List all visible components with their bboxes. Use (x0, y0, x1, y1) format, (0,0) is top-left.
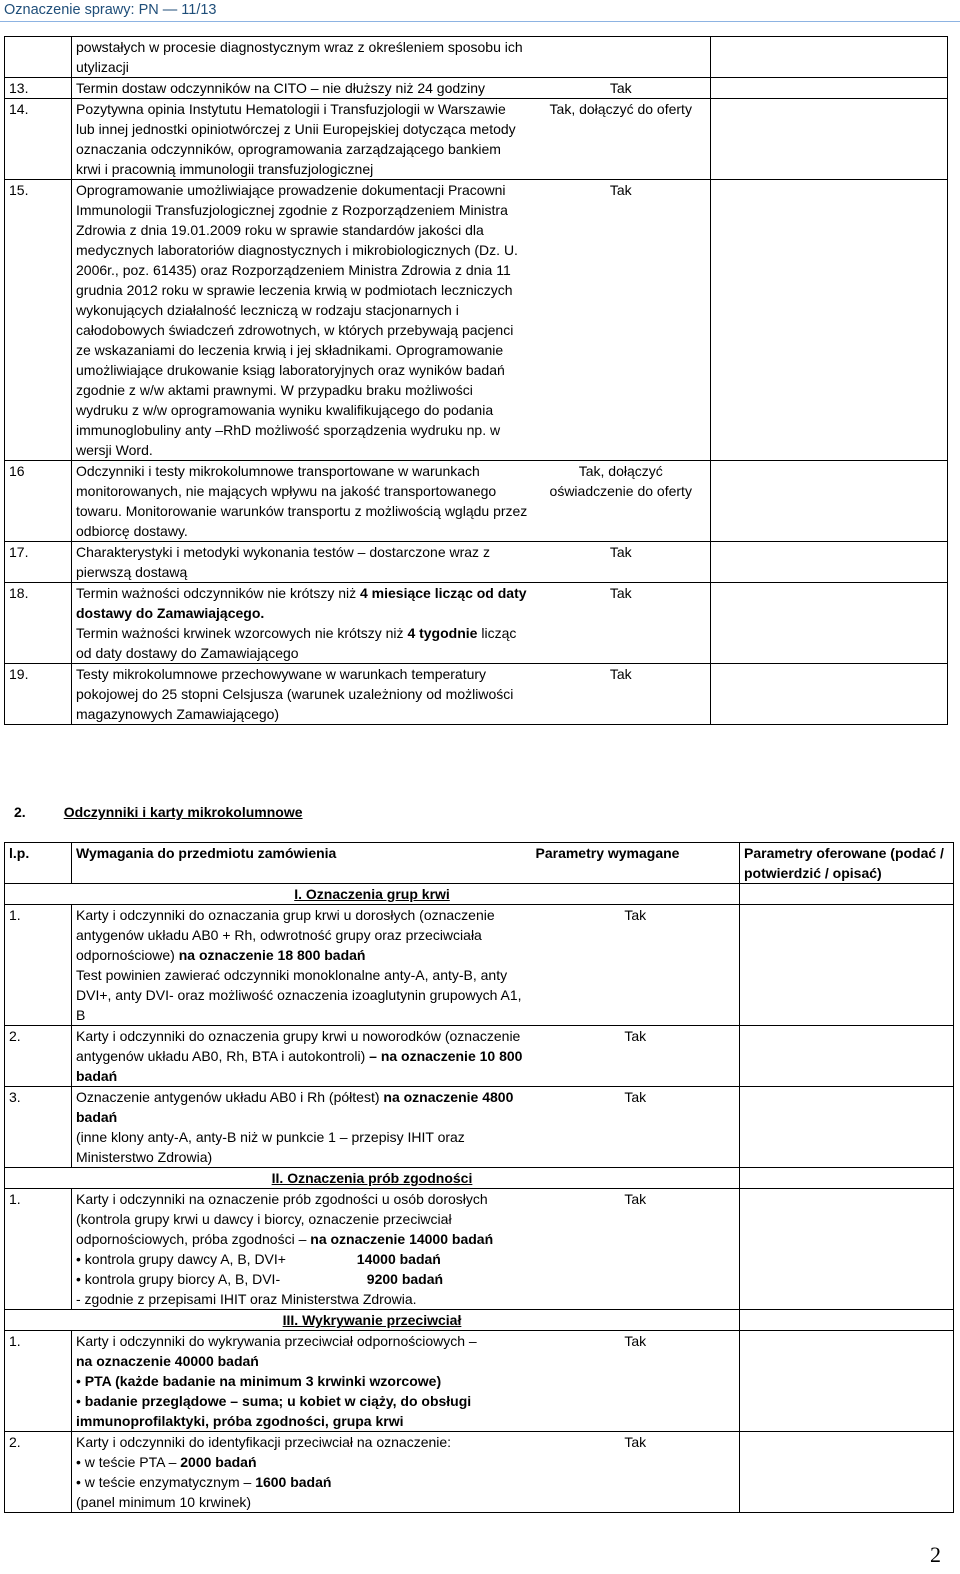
row-number: 14. (5, 99, 72, 180)
page-number: 2 (930, 1542, 941, 1567)
offered-param-cell (711, 542, 948, 583)
text-part: kontrola grupy biorcy A, B, DVI- (84, 1271, 281, 1287)
table-row (5, 37, 948, 78)
required-param: Tak (532, 1432, 740, 1513)
section-heading (14, 802, 303, 822)
list-item (76, 1391, 528, 1431)
table-row (5, 1026, 954, 1087)
table-header-row (5, 843, 954, 884)
text-bold: na oznaczenie 14000 badań (310, 1231, 494, 1247)
required-param: Tak (532, 905, 740, 1026)
table-row (5, 1432, 954, 1513)
row-number: 16 (5, 461, 72, 542)
table-row (5, 905, 954, 1026)
text-bold: 9200 badań (366, 1271, 444, 1287)
required-param: Tak (532, 583, 711, 664)
subheading-row (5, 1310, 954, 1331)
text-part: - zgodnie z przepisami IHIT oraz Ministerstwa Zdrowia. (76, 1291, 417, 1307)
requirement-text (72, 1189, 532, 1310)
table-row (5, 461, 948, 542)
list-item (76, 1269, 528, 1289)
table-row (5, 664, 948, 725)
subheading-text: III. Wykrywanie przeciwciał (282, 1312, 462, 1328)
text-part: kontrola grupy dawcy A, B, DVI+ (84, 1251, 286, 1267)
offered-param-cell (740, 1087, 954, 1168)
offered-param-cell (740, 1310, 954, 1331)
requirement-text (72, 1087, 532, 1168)
text-part: Termin ważności odczynników nie krótszy niż (76, 585, 360, 601)
subheading (5, 1310, 740, 1331)
row-number: 2. (5, 1432, 72, 1513)
required-param: Tak (532, 1189, 740, 1310)
row-number: 1. (5, 1331, 72, 1432)
bullet-list (76, 1249, 528, 1289)
offered-param-cell (711, 583, 948, 664)
requirements-table-1 (4, 36, 948, 725)
table-row (5, 78, 948, 99)
text-part: Oznaczenie antygenów układu AB0 i Rh (półtest) (76, 1089, 384, 1105)
text-bold: 2000 badań (180, 1454, 257, 1470)
subheading (5, 884, 740, 905)
row-number: 1. (5, 905, 72, 1026)
text-bold: 4 tygodnie (407, 625, 478, 641)
offered-param-cell (740, 1168, 954, 1189)
table-row (5, 1331, 954, 1432)
offered-param-cell (740, 1189, 954, 1310)
required-param (532, 37, 711, 78)
requirement-text: Testy mikrokolumnowe przechowywane w warunkach temperatury pokojowej do 25 stopni Celsjusza (warunek uzależniony od możliwości magazynowych Zamawiającego) (72, 664, 532, 725)
text-bold: PTA (każde badanie na minimum 3 krwinki wzorcowe) (84, 1373, 442, 1389)
text-bold: na oznaczenie 4800 badań (76, 1089, 514, 1125)
text-part: (panel minimum 10 krwinek) (76, 1494, 252, 1510)
offered-param-cell (740, 1026, 954, 1087)
text-bold: 4 miesiące licząc od daty dostawy do Zamawiającego. (76, 585, 527, 621)
text-part: w teście PTA – (84, 1454, 181, 1470)
row-number: 3. (5, 1087, 72, 1168)
table-row (5, 99, 948, 180)
required-param: Tak (532, 1331, 740, 1432)
row-number (5, 37, 72, 78)
requirement-text: Termin dostaw odczynników na CITO – nie dłuższy niż 24 godziny (72, 78, 532, 99)
text-bold: 14000 badań (356, 1251, 441, 1267)
offered-param-cell (740, 884, 954, 905)
row-number: 15. (5, 180, 72, 461)
list-item (76, 1371, 528, 1391)
row-number: 13. (5, 78, 72, 99)
subheading-row (5, 884, 954, 905)
requirement-text: Pozytywna opinia Instytutu Hematologii i Transfuzjologii w Warszawie lub innej jednostki opiniotwórczej z Unii Europejskiej dotycząca metody oznaczania odczynników, oprogramowania zarządzającego bankiem krwi i pracownią immunologii transfuzjologicznej (72, 99, 532, 180)
section-number: 2. (14, 804, 26, 820)
list-item (76, 1249, 528, 1269)
table-row (5, 542, 948, 583)
text-part: Test powinien zawierać odczynniki monoklonalne anty-A, anty-B, anty DVI+, anty DVI- oraz możliwość oznaczenia izoaglutynin grupowych A1, B (76, 967, 522, 1023)
case-number: Oznaczenie sprawy: PN — 11/13 (4, 2, 217, 18)
offered-param-cell (711, 37, 948, 78)
required-param: Tak (532, 542, 711, 583)
table-row (5, 180, 948, 461)
subheading (5, 1168, 740, 1189)
requirement-text: Oprogramowanie umożliwiające prowadzenie dokumentacji Pracowni Immunologii Transfuzjologicznej zgodnie z Rozporządzeniem Ministra Zdrowia z dnia 19.01.2009 roku w sprawie standardów jakości dla medycznych laboratoriów diagnostycznych i mikrobiologicznych (Dz. U. 2006r., poz. 61435) oraz Rozporządzeniem Ministra Zdrowia z dnia 11 grudnia 2012 roku w sprawie leczenia krwią w podmiotach leczniczych wykonujących działalność leczniczą w rodzaju stacjonarnych i całodobowych świadczeń zdrowotnych, w których przebywają pacjenci ze wskazaniami do leczenia krwią i jej składnikami. Oprogramowanie umożliwiające drukowanie ksiąg laboratoryjnych oraz wyników badań zgodnie z w/w aktami prawnymi. W przypadku braku możliwości wydruku z w/w oprogramowania wyniku kwalifikującego do podania immunoglobuliny anty –RhD możliwość sporządzenia wydruku np. w wersji Word. (72, 180, 532, 461)
table-row (5, 1087, 954, 1168)
required-param: Tak (532, 1026, 740, 1087)
text-bold: na oznaczenie 40000 badań (76, 1353, 259, 1369)
header-offered-params: Parametry oferowane (podać / potwierdzić / opisać) (740, 843, 954, 884)
table-row (5, 1189, 954, 1310)
required-param: Tak (532, 180, 711, 461)
requirement-text (72, 1331, 532, 1432)
subheading-text: II. Oznaczenia prób zgodności (271, 1170, 473, 1186)
table-row (5, 583, 948, 664)
text-bold: 1600 badań (255, 1474, 332, 1490)
requirement-text: Charakterystyki i metodyki wykonania testów – dostarczone wraz z pierwszą dostawą (72, 542, 532, 583)
text-part: Termin ważności krwinek wzorcowych nie krótszy niż (76, 625, 408, 641)
required-param: Tak, dołączyć oświadczenie do oferty (532, 461, 711, 542)
header-lp: l.p. (5, 843, 72, 884)
requirement-text: powstałych w procesie diagnostycznym wraz z określeniem sposobu ich utylizacji (72, 37, 532, 78)
text-bold: badanie przeglądowe – suma; u kobiet w ciąży, do obsługi immunoprofilaktyki, próba zgodności, grupa krwi (76, 1393, 472, 1429)
text-part: Karty i odczynniki na oznaczenie prób zgodności u osób dorosłych (kontrola grupy krwi u dawcy i biorcy, oznaczenie przeciwciał odpornościowych, próba zgodności – (76, 1191, 488, 1247)
text-part: (inne klony anty-A, anty-B niż w punkcie 1 – przepisy IHIT oraz Ministerstwo Zdrowia) (76, 1129, 465, 1165)
text-bold: na oznaczenie 18 800 badań (178, 947, 366, 963)
header-rule (0, 21, 960, 22)
text-part: licząc od daty dostawy do Zamawiającego (76, 625, 517, 661)
list-item (76, 1472, 528, 1492)
section-title: Odczynniki i karty mikrokolumnowe (63, 804, 303, 820)
text-part: Karty i odczynniki do wykrywania przeciwciał odpornościowych – (76, 1333, 477, 1349)
requirement-text (72, 905, 532, 1026)
text-part: Karty i odczynniki do oznaczenia grupy krwi u noworodków (oznaczenie antygenów układu AB0, Rh, BTA i autokontroli) (76, 1028, 521, 1064)
page-header (0, 0, 960, 22)
offered-param-cell (711, 78, 948, 99)
offered-param-cell (740, 905, 954, 1026)
offered-param-cell (711, 664, 948, 725)
text-part: w teście enzymatycznym – (84, 1474, 256, 1490)
row-number: 2. (5, 1026, 72, 1087)
subheading-text: I. Oznaczenia grup krwi (294, 886, 450, 902)
required-param: Tak (532, 1087, 740, 1168)
requirement-text (72, 1432, 532, 1513)
required-param: Tak (532, 664, 711, 725)
row-number: 1. (5, 1189, 72, 1310)
offered-param-cell (711, 99, 948, 180)
required-param: Tak, dołączyć do oferty (532, 99, 711, 180)
requirements-table-2 (4, 842, 954, 1513)
offered-param-cell (711, 461, 948, 542)
row-number: 19. (5, 664, 72, 725)
offered-param-cell (740, 1432, 954, 1513)
list-item (76, 1452, 528, 1472)
text-part: Karty i odczynniki do oznaczania grup krwi u dorosłych (oznaczenie antygenów układu AB0 + Rh, odwrotność grupy oraz przeciwciała odpornościowe) (76, 907, 495, 963)
required-param: Tak (532, 78, 711, 99)
requirement-text (72, 1026, 532, 1087)
requirement-text (72, 583, 532, 664)
header-required-params: Parametry wymagane (532, 843, 740, 884)
bullet-list (76, 1371, 528, 1431)
row-number: 17. (5, 542, 72, 583)
text-bold: – na oznaczenie 10 800 badań (76, 1048, 523, 1084)
requirement-text: Odczynniki i testy mikrokolumnowe transportowane w warunkach monitorowanych, nie mających wpływu na jakość transportowanego towaru. Monitorowanie warunków transportu z możliwością wglądu przez odbiorcę dostawy. (72, 461, 532, 542)
bullet-list (76, 1452, 528, 1492)
offered-param-cell (740, 1331, 954, 1432)
row-number: 18. (5, 583, 72, 664)
offered-param-cell (711, 180, 948, 461)
text-part: Karty i odczynniki do identyfikacji przeciwciał na oznaczenie: (76, 1434, 452, 1450)
header-requirements: Wymagania do przedmiotu zamówienia (72, 843, 532, 884)
subheading-row (5, 1168, 954, 1189)
